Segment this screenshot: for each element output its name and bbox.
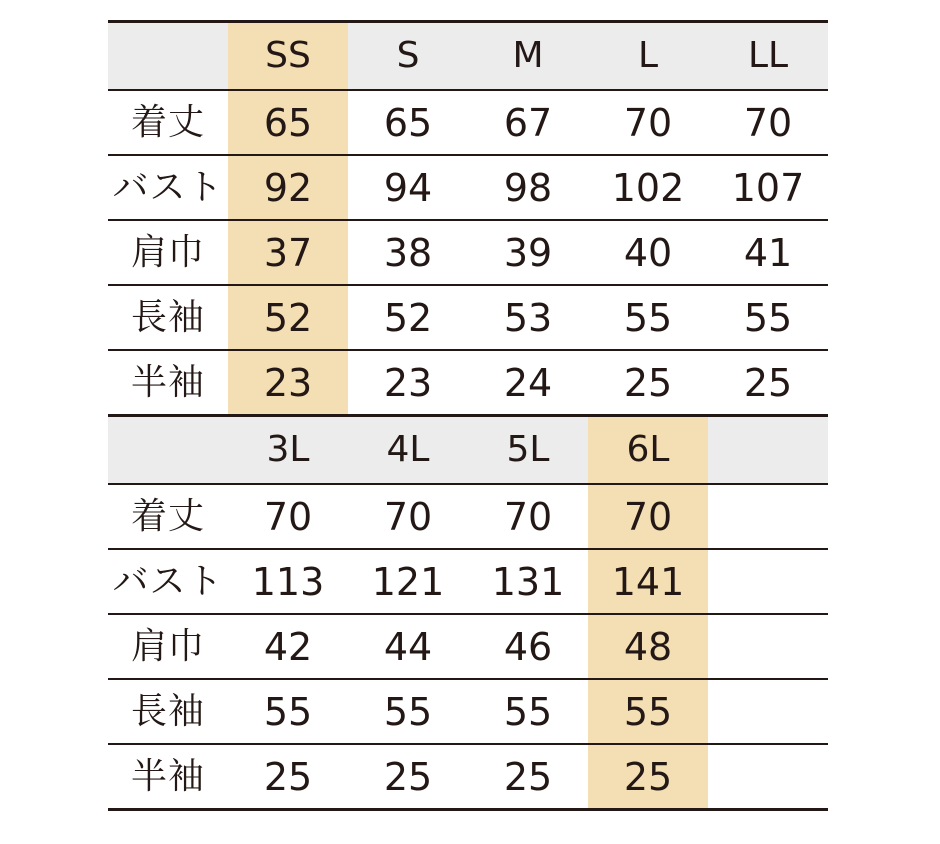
size-header-row	[108, 417, 828, 484]
measure-value: 25	[348, 744, 468, 810]
measure-value: 70	[708, 90, 828, 155]
size-header: 6L	[588, 417, 708, 484]
measure-value: 41	[708, 220, 828, 285]
measure-value: 25	[588, 744, 708, 810]
measure-value: 55	[228, 679, 348, 744]
measure-value-empty	[708, 549, 828, 614]
measure-value: 70	[348, 484, 468, 549]
measure-label: 肩巾	[108, 220, 228, 285]
size-header: M	[468, 22, 588, 91]
measure-value: 65	[228, 90, 348, 155]
measure-value: 65	[348, 90, 468, 155]
measure-value: 55	[588, 679, 708, 744]
measure-value: 25	[468, 744, 588, 810]
measure-value: 98	[468, 155, 588, 220]
size-header: 4L	[348, 417, 468, 484]
measure-value-empty	[708, 484, 828, 549]
measure-value: 92	[228, 155, 348, 220]
measure-value: 67	[468, 90, 588, 155]
measure-label: バスト	[108, 155, 228, 220]
measure-value: 131	[468, 549, 588, 614]
measure-value: 25	[588, 350, 708, 416]
measure-label: 長袖	[108, 285, 228, 350]
measure-row	[108, 350, 828, 416]
measure-value: 121	[348, 549, 468, 614]
measure-value: 102	[588, 155, 708, 220]
size-table-large	[108, 417, 828, 811]
measure-row	[108, 614, 828, 679]
measure-value: 42	[228, 614, 348, 679]
size-header-empty	[708, 417, 828, 484]
measure-row	[108, 285, 828, 350]
measure-value: 40	[588, 220, 708, 285]
measure-value: 38	[348, 220, 468, 285]
size-header: S	[348, 22, 468, 91]
size-header-row	[108, 22, 828, 91]
measure-value: 55	[588, 285, 708, 350]
measure-value: 24	[468, 350, 588, 416]
measure-value-empty	[708, 679, 828, 744]
header-corner	[108, 417, 228, 484]
measure-value: 39	[468, 220, 588, 285]
measure-value: 70	[468, 484, 588, 549]
measure-value: 48	[588, 614, 708, 679]
measure-value: 55	[468, 679, 588, 744]
measure-value: 23	[228, 350, 348, 416]
measure-label: バスト	[108, 549, 228, 614]
size-header: 3L	[228, 417, 348, 484]
measure-value: 23	[348, 350, 468, 416]
measure-value-empty	[708, 614, 828, 679]
measure-value: 70	[228, 484, 348, 549]
measure-value: 55	[708, 285, 828, 350]
measure-value: 52	[348, 285, 468, 350]
measure-value: 25	[228, 744, 348, 810]
measure-row	[108, 744, 828, 810]
measure-value: 70	[588, 484, 708, 549]
measure-label: 肩巾	[108, 614, 228, 679]
measure-value: 107	[708, 155, 828, 220]
measure-label: 半袖	[108, 744, 228, 810]
size-table-regular	[108, 20, 828, 417]
measure-value: 113	[228, 549, 348, 614]
measure-row	[108, 90, 828, 155]
measure-label: 半袖	[108, 350, 228, 416]
measure-row	[108, 679, 828, 744]
measure-value: 52	[228, 285, 348, 350]
measure-value: 70	[588, 90, 708, 155]
measure-value: 37	[228, 220, 348, 285]
measure-label: 着丈	[108, 484, 228, 549]
measure-row	[108, 484, 828, 549]
size-header: LL	[708, 22, 828, 91]
size-chart	[108, 20, 828, 811]
measure-value: 141	[588, 549, 708, 614]
measure-row	[108, 155, 828, 220]
measure-value: 46	[468, 614, 588, 679]
size-header: SS	[228, 22, 348, 91]
measure-value: 53	[468, 285, 588, 350]
measure-label: 長袖	[108, 679, 228, 744]
measure-row	[108, 549, 828, 614]
measure-value: 55	[348, 679, 468, 744]
size-header: 5L	[468, 417, 588, 484]
measure-value: 94	[348, 155, 468, 220]
measure-row	[108, 220, 828, 285]
measure-value: 44	[348, 614, 468, 679]
header-corner	[108, 22, 228, 91]
measure-value-empty	[708, 744, 828, 810]
size-header: L	[588, 22, 708, 91]
measure-value: 25	[708, 350, 828, 416]
measure-label: 着丈	[108, 90, 228, 155]
